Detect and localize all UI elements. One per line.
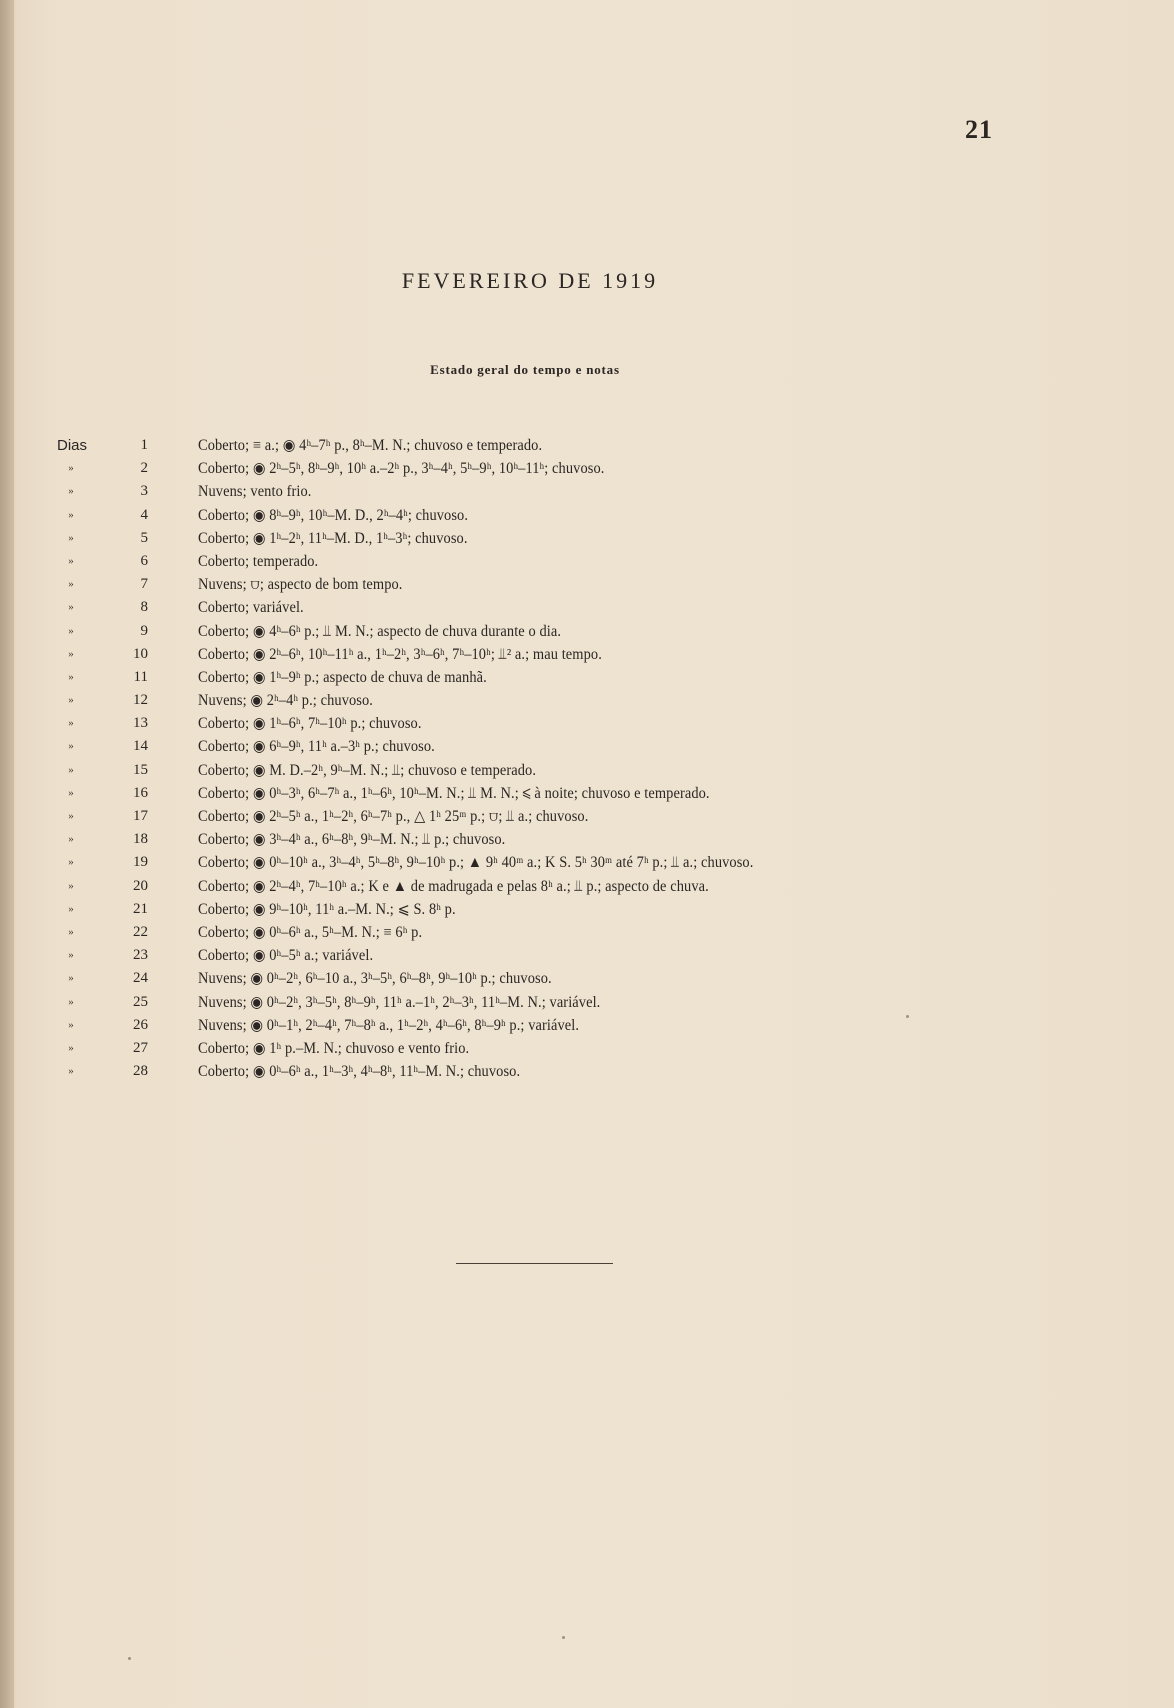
ditto-mark: » — [68, 856, 74, 869]
ditto-mark: » — [68, 810, 74, 822]
ditto-mark: » — [68, 740, 74, 753]
day-number: 24 — [133, 970, 148, 987]
ditto-mark: » — [68, 601, 74, 614]
day-number: 17 — [133, 808, 148, 824]
list-item — [0, 898, 1174, 921]
day-number: 10 — [133, 645, 148, 662]
weather-note: Coberto; ◉ 3ʰ–4ʰ a., 6ʰ–8ʰ, 9ʰ–M. N.; ⫫ p.; chuvoso. — [198, 831, 506, 849]
paper-speck — [562, 1636, 565, 1639]
list-item — [0, 434, 1174, 457]
paper-speck — [128, 1657, 131, 1660]
day-number: 25 — [133, 993, 148, 1010]
weather-note: Nuvens; ⩌; aspecto de bom tempo. — [198, 576, 403, 594]
weather-note: Coberto; ◉ 1ʰ p.–M. N.; chuvoso e vento frio. — [198, 1039, 470, 1057]
days-column-label: Dias — [57, 437, 88, 454]
weather-note: Coberto; temperado. — [198, 552, 319, 570]
weather-note: Coberto; ◉ M. D.–2ʰ, 9ʰ–M. N.; ⫫; chuvoso e temperado. — [198, 761, 537, 779]
list-item — [0, 921, 1174, 944]
ditto-mark: » — [68, 462, 74, 475]
ditto-mark: » — [68, 1065, 74, 1078]
day-number: 3 — [140, 483, 148, 500]
ditto-mark: » — [68, 972, 74, 985]
weather-notes-list — [0, 434, 1174, 1083]
weather-note: Nuvens; ◉ 0ʰ–2ʰ, 3ʰ–5ʰ, 8ʰ–9ʰ, 11ʰ a.–1ʰ, 2ʰ–3ʰ, 11ʰ–M. N.; variável. — [198, 993, 601, 1011]
day-number: 6 — [140, 552, 148, 569]
day-number: 4 — [140, 506, 148, 523]
weather-note: Coberto; variável. — [198, 599, 304, 617]
weather-note: Nuvens; vento frio. — [198, 483, 312, 501]
ditto-mark: » — [68, 1041, 74, 1054]
day-number: 22 — [133, 923, 148, 940]
list-item — [0, 480, 1174, 503]
day-number: 21 — [133, 900, 148, 917]
weather-note: Coberto; ◉ 1ʰ–9ʰ p.; aspecto de chuva de manhã. — [198, 668, 487, 686]
ditto-mark: » — [68, 1018, 74, 1031]
weather-note: Nuvens; ◉ 2ʰ–4ʰ p.; chuvoso. — [198, 692, 373, 710]
day-number: 9 — [140, 622, 148, 639]
weather-note: Coberto; ◉ 0ʰ–3ʰ, 6ʰ–7ʰ a., 1ʰ–6ʰ, 10ʰ–M. N.; ⫫ M. N.; ⩽ à noite; chuvoso e temperado. — [198, 784, 710, 802]
weather-note: Coberto; ◉ 2ʰ–5ʰ, 8ʰ–9ʰ, 10ʰ a.–2ʰ p., 3ʰ–4ʰ, 5ʰ–9ʰ, 10ʰ–11ʰ; chuvoso. — [198, 460, 605, 478]
list-item — [0, 550, 1174, 573]
list-item — [0, 620, 1174, 643]
weather-note: Coberto; ◉ 1ʰ–6ʰ, 7ʰ–10ʰ p.; chuvoso. — [198, 715, 422, 733]
ditto-mark: » — [68, 485, 74, 498]
weather-note: Coberto; ≡ a.; ◉ 4ʰ–7ʰ p., 8ʰ–M. N.; chuvoso e temperado. — [198, 437, 543, 454]
paper-speck — [906, 1015, 909, 1018]
list-item — [0, 643, 1174, 666]
ditto-mark: » — [68, 578, 74, 591]
list-item — [0, 573, 1174, 596]
weather-note: Coberto; ◉ 2ʰ–4ʰ, 7ʰ–10ʰ a.; K e ▲ de madrugada e pelas 8ʰ a.; ⫫ p.; aspecto de chuva. — [198, 877, 709, 895]
ditto-mark: » — [68, 508, 74, 521]
day-number: 8 — [140, 599, 148, 616]
list-item — [0, 944, 1174, 967]
list-item — [0, 527, 1174, 550]
page-number: 21 — [965, 115, 993, 144]
ditto-mark: » — [68, 554, 74, 567]
day-number: 16 — [133, 784, 148, 801]
list-item — [0, 991, 1174, 1014]
ditto-mark: » — [68, 670, 74, 683]
day-number: 20 — [133, 877, 148, 894]
ditto-mark: » — [68, 833, 74, 846]
ditto-mark: » — [68, 902, 74, 915]
ditto-mark: » — [68, 694, 74, 707]
day-number: 19 — [133, 854, 148, 871]
ditto-mark: » — [68, 647, 74, 660]
day-number: 5 — [140, 529, 148, 546]
ditto-mark: » — [68, 995, 74, 1008]
day-number: 27 — [133, 1039, 148, 1056]
page-subtitle: Estado geral do tempo e notas — [430, 362, 620, 377]
day-number: 2 — [140, 460, 148, 477]
day-number: 15 — [133, 761, 148, 778]
closing-rule — [456, 1263, 613, 1264]
ditto-mark: » — [68, 786, 74, 799]
list-item — [0, 457, 1174, 480]
list-item — [0, 666, 1174, 689]
list-item — [0, 967, 1174, 990]
list-item — [0, 735, 1174, 758]
weather-note: Coberto; ◉ 0ʰ–10ʰ a., 3ʰ–4ʰ, 5ʰ–8ʰ, 9ʰ–10ʰ p.; ▲ 9ʰ 40ᵐ a.; K S. 5ʰ 30ᵐ até 7ʰ p.; ⫫ a.; chuvoso. — [198, 854, 754, 872]
day-number: 28 — [133, 1063, 148, 1080]
weather-note: Coberto; ◉ 2ʰ–5ʰ a., 1ʰ–2ʰ, 6ʰ–7ʰ p., △ 1ʰ 25ᵐ p.; ⩌; ⫫ a.; chuvoso. — [198, 808, 589, 825]
day-number: 26 — [133, 1016, 148, 1033]
weather-note: Coberto; ◉ 9ʰ–10ʰ, 11ʰ a.–M. N.; ⩽ S. 8ʰ p. — [198, 900, 456, 918]
weather-note: Coberto; ◉ 0ʰ–6ʰ a., 1ʰ–3ʰ, 4ʰ–8ʰ, 11ʰ–M. N.; chuvoso. — [198, 1063, 521, 1081]
weather-note: Coberto; ◉ 0ʰ–5ʰ a.; variável. — [198, 947, 374, 965]
weather-note: Nuvens; ◉ 0ʰ–1ʰ, 2ʰ–4ʰ, 7ʰ–8ʰ a., 1ʰ–2ʰ, 4ʰ–6ʰ, 8ʰ–9ʰ p.; variável. — [198, 1016, 580, 1034]
page-title: FEVEREIRO DE 1919 — [401, 268, 659, 293]
list-item — [0, 851, 1174, 874]
day-number: 14 — [133, 738, 148, 755]
list-item — [0, 1060, 1174, 1083]
list-item — [0, 782, 1174, 805]
ditto-mark: » — [68, 624, 74, 637]
weather-note: Coberto; ◉ 1ʰ–2ʰ, 11ʰ–M. D., 1ʰ–3ʰ; chuvoso. — [198, 529, 468, 547]
ditto-mark: » — [68, 531, 74, 544]
ditto-mark: » — [68, 717, 74, 730]
ditto-mark: » — [68, 949, 74, 962]
weather-note: Coberto; ◉ 8ʰ–9ʰ, 10ʰ–M. D., 2ʰ–4ʰ; chuvoso. — [198, 506, 469, 524]
day-number: 7 — [140, 576, 148, 593]
day-number: 12 — [133, 692, 148, 709]
list-item — [0, 689, 1174, 712]
weather-note: Coberto; ◉ 4ʰ–6ʰ p.; ⫫ M. N.; aspecto de chuva durante o dia. — [198, 622, 562, 640]
list-item — [0, 875, 1174, 898]
weather-note: Coberto; ◉ 0ʰ–6ʰ a., 5ʰ–M. N.; ≡ 6ʰ p. — [198, 923, 423, 941]
ditto-mark: » — [68, 925, 74, 938]
list-item — [0, 805, 1174, 828]
list-item — [0, 712, 1174, 735]
list-item — [0, 596, 1174, 619]
list-item — [0, 759, 1174, 782]
weather-note: Coberto; ◉ 6ʰ–9ʰ, 11ʰ a.–3ʰ p.; chuvoso. — [198, 738, 435, 756]
list-item — [0, 1037, 1174, 1060]
day-number: 23 — [133, 947, 148, 964]
list-item — [0, 1014, 1174, 1037]
day-number: 1 — [140, 437, 148, 453]
day-number: 13 — [133, 715, 148, 732]
day-number: 18 — [133, 831, 148, 848]
list-item — [0, 504, 1174, 527]
ditto-mark: » — [68, 763, 74, 776]
weather-note: Coberto; ◉ 2ʰ–6ʰ, 10ʰ–11ʰ a., 1ʰ–2ʰ, 3ʰ–6ʰ, 7ʰ–10ʰ; ⫫² a.; mau tempo. — [198, 645, 602, 663]
weather-note: Nuvens; ◉ 0ʰ–2ʰ, 6ʰ–10 a., 3ʰ–5ʰ, 6ʰ–8ʰ, 9ʰ–10ʰ p.; chuvoso. — [198, 970, 552, 988]
ditto-mark: » — [68, 879, 74, 892]
day-number: 11 — [133, 668, 148, 685]
list-item — [0, 828, 1174, 851]
